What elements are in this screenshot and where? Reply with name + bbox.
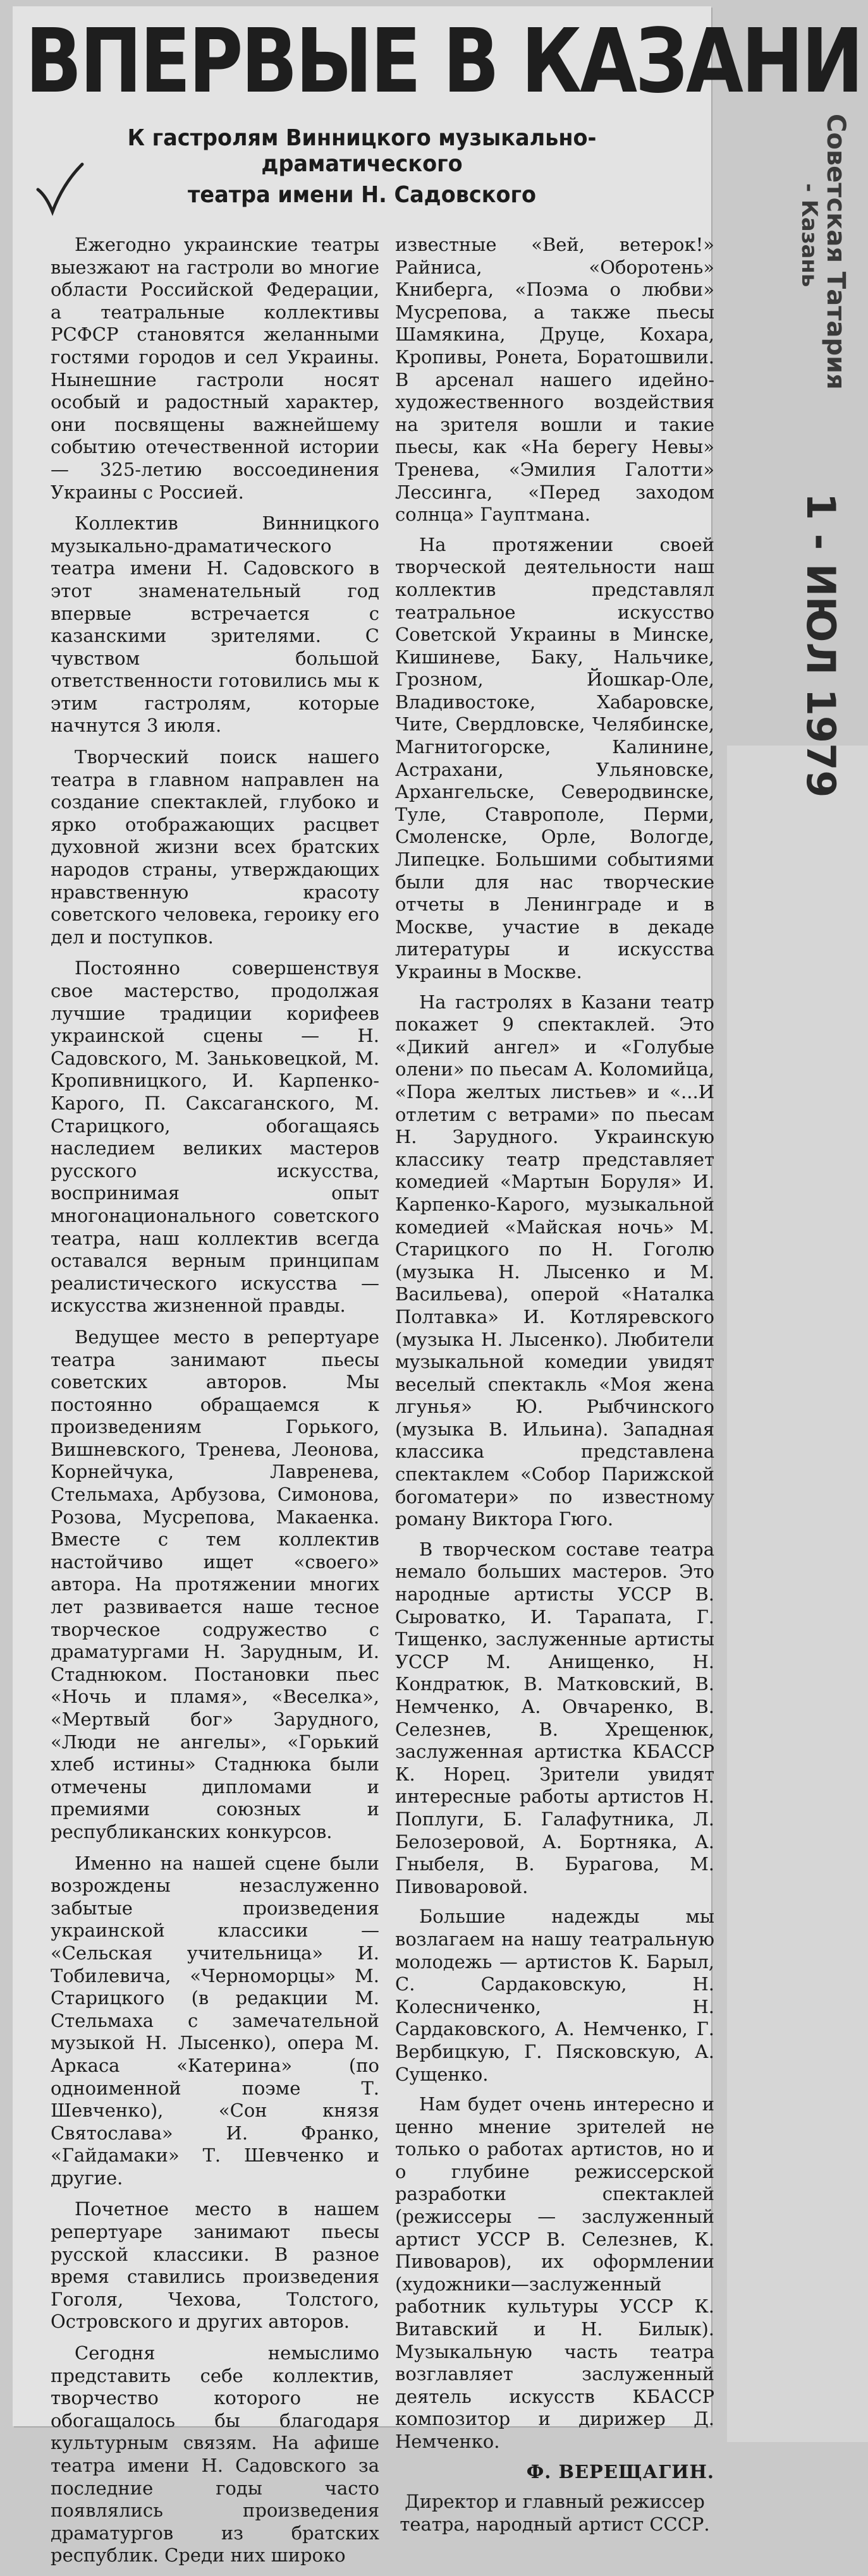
paragraph: В творческом составе театра немало больших мастеров. Это народные артисты УССР В. Сыроватко, И. Тарапата, Г. Тищенко, заслуженные артисты УССР М. Анищенко, Н. Кондратюк, В. Матковский, В. Немченко, А. Овчаренко, В. Селезнев, В. Хрещенюк, заслуженная артистка КБАССР К. Норец. Зрители увидят интересные работы артистов Н. Поплуги, Б. Галафутника, Л. Белозеровой, А. Бортняка, А. Гныбеля, В. Бураговa, М. Пивоваровой. (395, 1538, 714, 1897)
author-signature: Ф. ВЕРЕЩАГИН. (526, 2460, 714, 2482)
subtitle-line-1: К гастролям Винницкого музыкально-драматического (127, 125, 597, 177)
paragraph: Ведущее место в репертуаре театра занимают пьесы советских авторов. Мы постоянно обращаемся к произведениям Горького, Вишневского, Тренева, Леонова, Корнейчука, Лавренева, Стельмаха, Арбузова, Симонова, Розова, Мусрепова, Макаенка. Вместе с тем коллектив настойчиво ищет «своего» автора. На протяжении многих лет развивается наше тесное творческое содружество с драматургами Н. Зарудным, И. Стаднюком. Постановки пьес «Ночь и пламя», «Веселка», «Мертвый бог» Зарудного, «Люди не ангелы», «Горький хлеб истины» Стаднюка были отмечены дипломами и премиями союзных и республиканских конкурсов. (51, 1326, 379, 1842)
paragraph: Сегодня немыслимо представить себе коллектив, творчество которого не обогащалось бы благодаря культурным связям. На афише театра имени Н. Садовского за последние годы часто появлялись произведения драматургов из братских республик. Среди них широко (51, 2342, 379, 2567)
subtitle-line-2: театра имени Н. Садовского (188, 182, 536, 208)
headline: ВПЕРВЫЕ В КАЗАНИ (25, 10, 862, 113)
paragraph: На гастролях в Казани театр покажет 9 спектаклей. Это «Дикий ангел» и «Голубые олени» по пьесам А. Коломийца, «Пора желтых листьев» и «...И отлетим с ветрами» по пьесам Н. Зарудного. Украинскую классику театр представляет комедией «Мартын Боруля» И. Карпенко-Карого, музыкальной комедией «Майская ночь» М. Старицкого по Н. Гоголю (музыка Н. Лысенко и М. Васильева), оперой «Наталка Полтавка» И. Котляревского (музыка Н. Лысенко). Любители музыкальной комедии увидят веселый спектакль «Моя жена лгунья» Ю. Рыбчинского (музыка В. Ильина). Западная классика представлена спектаклем «Собор Парижской богоматери» по известному роману Виктора Гюго. (395, 991, 714, 1530)
paragraph: Постоянно совершенствуя свое мастерство, продолжая лучшие традиции корифеев украинской сцены — Н. Садовского, М. Заньковецкой, М. Кропивницкого, И. Карпенко-Карого, П. Саксаганского, М. Старицкого, обогащаясь наследием великих мастеров русского искусства, воспринимая опыт многонационального советского театра, наш коллектив всегда оставался верным принципам реалистического искусства — искусства жизненной правды. (51, 957, 379, 1317)
paper-backing (727, 746, 868, 2442)
article-column-1 (51, 234, 379, 2576)
newspaper-stamp: Советская Татария (821, 114, 850, 390)
paragraph: Коллектив Винницкого музыкально-драматического театра имени Н. Садовского в этот знаменательный год впервые встречается с казанскими зрителями. С чувством большой ответственности готовились мы к этим гастролям, которые начнутся 3 июля. (51, 512, 379, 737)
date-stamp: 1 - ИЮЛ 1979 (798, 493, 844, 798)
paragraph: Почетное место в нашем репертуаре занимают пьесы русской классики. В разное время ставились произведения Гоголя, Чехова, Толстого, Островского и других авторов. (51, 2198, 379, 2333)
paragraph: Нам будет очень интересно и ценно мнение зрителей не только о работах артистов, но и о глубине режиссерской разработки спектаклей (режиссеры — заслуженный артист УССР В. Селезнев, К. Пивоваров), их оформлении (художники—заслуженный работник культуры УССР К. Витавский и Н. Билык). Музыкальную часть театра возглавляет заслуженный деятель искусств КБАССР композитор и дирижер Д. Немченко. (395, 2093, 714, 2452)
paragraph: Большие надежды мы возлагаем на нашу театральную молодежь — артистов К. Барыл, С. Сардаковскую, Н. Колесниченко, Н. Сардаковского, А. Немченко, Г. Вербицкую, Г. Пясковскую, А. Сущенко. (395, 1906, 714, 2085)
paragraph: Творческий поиск нашего театра в главном направлен на создание спектаклей, глубоко и ярко отображающих расцвет духовной жизни всех братских народов страны, утверждающих нравственную красоту советского человека, героику его дел и поступков. (51, 746, 379, 948)
paragraph: Именно на нашей сцене были возрождены незаслуженно забытые произведения украинской классики — «Сельская учительница» И. Тобилевича, «Черноморцы» М. Старицкого (в редакции М. Стельмаха с замечательной музыкой Н. Лысенко), опера М. Аркаса «Катерина» (по одноименной поэме Т. Шевченко), «Сон князя Святослава» И. Франко, «Гайдамаки» Т. Шевченко и другие. (51, 1852, 379, 2189)
author-title: Директор и главный режиссер театра, народный артист СССР. (400, 2491, 710, 2535)
handwritten-checkmark-icon (35, 161, 85, 218)
article-column-2 (395, 234, 714, 2543)
city-stamp: - Казань (797, 183, 822, 287)
paragraph: Ежегодно украинские театры выезжают на гастроли во многие области Российской Федерации, а театральные коллективы РСФСР становятся желанными гостями городов и сел Украины. Нынешние гастроли носят особый и радостный характер, они посвящены важнейшему событию отечественной истории — 325-летию воссоединения Украины с Россией. (51, 234, 379, 503)
paragraph: На протяжении своей творческой деятельности наш коллектив представлял театральное искусство Советской Украины в Минске, Кишиневе, Баку, Нальчике, Грозном, Йошкар-Оле, Владивостоке, Хабаровске, Чите, Свердловске, Челябинске, Магнитогорске, Калинине, Астрахани, Ульяновске, Архангельске, Северодвинске, Туле, Ставрополе, Перми, Смоленске, Орле, Вологде, Липецке. Большими событиями были для нас творческие отчеты в Ленинграде и в Москве, участие в декаде литературы и искусства Украины в Москве. (395, 533, 714, 983)
paragraph: известные «Вей, ветерок!» Райниса, «Оборотень» Книберга, «Поэма о любви» Мусрепова, а также пьесы Шамякина, Друце, Кохара, Кропивы, Ронета, Боратошвили. В арсенал нашего идейно-художественного воздействия на зрителя вошли и такие пьесы, как «На берегу Невы» Тренева, «Эмилия Галотти» Лессинга, «Перед заходом солнца» Гауптмана. (395, 234, 714, 526)
